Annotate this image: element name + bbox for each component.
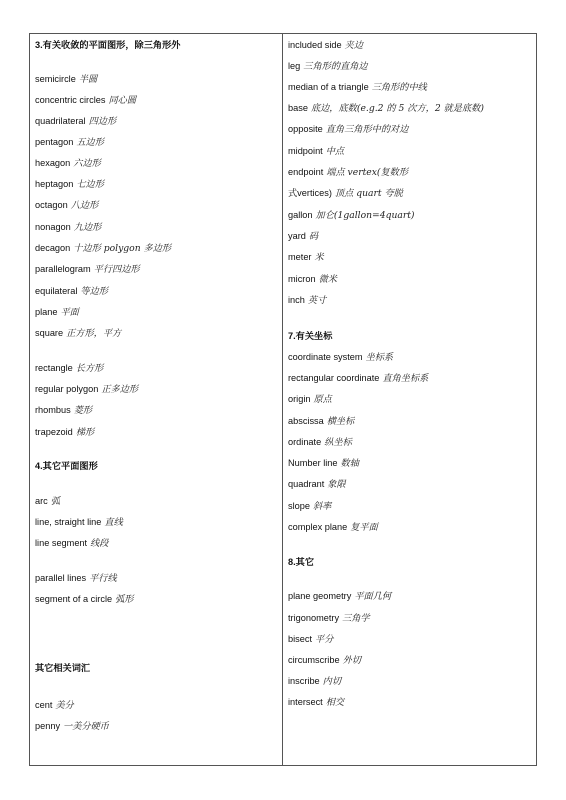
term-english: parallelogram — [35, 264, 91, 274]
term-english: 4.其它平面图形 — [35, 461, 98, 471]
term-chinese: 梯形 — [75, 427, 95, 438]
term-chinese: 平行四边形 — [93, 264, 140, 275]
term-chinese: 直线 — [104, 517, 123, 528]
term-english: included side — [288, 40, 342, 50]
term-english: quadrant — [288, 479, 325, 489]
vocab-entry — [288, 696, 344, 709]
term-english: inscribe — [288, 676, 320, 686]
term-english: octagon — [35, 200, 68, 210]
term-english: rectangle — [35, 363, 73, 373]
term-english: inch — [288, 295, 305, 305]
vocab-entry — [288, 633, 333, 646]
vocab-entry — [35, 495, 60, 508]
term-chinese: 半圆 — [78, 74, 98, 85]
term-chinese: 中点 — [325, 146, 345, 157]
vocab-entry — [35, 157, 101, 170]
section-heading — [35, 39, 180, 51]
vocab-entry — [35, 537, 108, 550]
term-english: median of a triangle — [288, 82, 369, 92]
term-chinese: 平行线 — [89, 573, 117, 584]
term-english: quadrilateral — [35, 116, 86, 126]
section-heading — [288, 556, 314, 568]
term-chinese: 正方形，平方 — [66, 328, 122, 339]
vocab-entry — [35, 572, 117, 585]
term-english: decagon — [35, 243, 71, 253]
term-english: pentagon — [35, 137, 74, 147]
vocab-entry — [288, 521, 378, 534]
term-chinese: 外切 — [342, 655, 361, 666]
term-chinese: 一美分硬币 — [63, 721, 109, 732]
term-chinese: 底边，底数(e.g.2 的 5 次方，2 就是底数) — [310, 103, 484, 114]
vocab-entry — [288, 478, 346, 491]
term-english: yard — [288, 231, 306, 241]
term-chinese: 三角形的中线 — [371, 82, 427, 93]
term-chinese: 三角形的直角边 — [303, 61, 368, 72]
term-english: parallel lines — [35, 573, 87, 583]
term-chinese: 英寸 — [307, 295, 327, 306]
vocab-entry — [288, 209, 415, 222]
vocab-entry — [288, 436, 352, 449]
term-english: gallon — [288, 210, 313, 220]
term-english: midpoint — [288, 146, 323, 156]
vocab-entry — [35, 242, 171, 255]
term-english: arc — [35, 496, 48, 506]
term-english: ordinate — [288, 437, 322, 447]
term-english: hexagon — [35, 158, 71, 168]
term-chinese: 长方形 — [75, 363, 104, 374]
term-chinese: 纵坐标 — [324, 437, 352, 448]
term-chinese: 七边形 — [76, 179, 104, 190]
term-chinese: 弧 — [50, 496, 60, 507]
term-english: regular polygon — [35, 384, 99, 394]
vocab-entry — [288, 590, 391, 603]
vocab-entry — [35, 593, 133, 606]
term-english: leg — [288, 61, 301, 71]
term-chinese: 顶点 quart 夸脱 — [334, 188, 403, 199]
term-chinese: 直角三角形中的对边 — [325, 124, 409, 135]
vocab-entry — [288, 230, 318, 243]
term-chinese: 同心圆 — [108, 95, 137, 106]
vocab-entry — [288, 145, 344, 158]
vocab-entry — [288, 166, 408, 179]
term-english: circumscribe — [288, 655, 340, 665]
vocab-entry — [35, 362, 103, 375]
vocab-entry — [288, 251, 324, 264]
term-chinese: 直角坐标系 — [382, 373, 429, 384]
term-english: rectangular coordinate — [288, 373, 380, 383]
term-chinese: 平面 — [60, 307, 79, 318]
vocab-entry — [35, 699, 74, 712]
term-chinese: 九边形 — [73, 222, 102, 233]
vocabulary-table — [29, 33, 537, 766]
term-chinese: 夹边 — [344, 40, 364, 51]
term-english: slope — [288, 501, 310, 511]
section-heading — [35, 662, 90, 674]
vocab-entry — [35, 426, 94, 439]
term-chinese: 五边形 — [76, 137, 104, 148]
term-chinese: 加仑(1gallon=4quart) — [315, 210, 415, 221]
term-english: concentric circles — [35, 95, 106, 105]
vocab-entry — [35, 115, 116, 128]
vocab-entry — [35, 94, 136, 107]
term-english: line segment — [35, 538, 88, 548]
term-english: opposite — [288, 124, 323, 134]
term-english: origin — [288, 394, 311, 404]
term-english: square — [35, 328, 64, 338]
vocab-entry — [35, 221, 101, 234]
term-english: coordinate system — [288, 352, 363, 362]
vocab-entry — [35, 383, 138, 396]
term-english: trapezoid — [35, 427, 73, 437]
term-english: equilateral — [35, 286, 78, 296]
term-chinese: 六边形 — [73, 158, 101, 169]
left-column — [30, 34, 283, 765]
vocab-entry — [288, 273, 337, 286]
term-chinese: 美分 — [55, 700, 74, 711]
vocab-entry — [288, 415, 354, 428]
term-english: micron — [288, 274, 316, 284]
vocab-entry — [288, 294, 326, 307]
vocab-entry — [288, 123, 408, 136]
term-chinese: 平面几何 — [354, 591, 392, 602]
term-english: cent — [35, 700, 53, 710]
section-heading — [35, 460, 98, 472]
term-english: trigonometry — [288, 613, 340, 623]
term-chinese: 原点 — [313, 394, 332, 405]
term-english: 其它相关词汇 — [35, 663, 91, 673]
term-chinese: 坐标系 — [365, 352, 394, 363]
term-chinese: 微米 — [318, 274, 337, 285]
term-chinese: 端点 vertex(复数形 — [326, 167, 409, 178]
term-english: base — [288, 103, 308, 113]
term-english: rhombus — [35, 405, 71, 415]
vocab-entry — [288, 102, 484, 115]
term-english: nonagon — [35, 222, 71, 232]
term-english: line, straight line — [35, 517, 102, 527]
vocab-entry — [35, 263, 140, 276]
term-english: meter — [288, 252, 312, 262]
vocab-entry — [288, 500, 331, 513]
vocab-entry — [35, 404, 92, 417]
vocab-entry — [288, 393, 332, 406]
term-chinese: 四边形 — [88, 116, 117, 127]
vocab-entry — [35, 720, 109, 733]
vocab-entry — [288, 372, 428, 385]
term-chinese: 十边形 polygon 多边形 — [73, 243, 172, 254]
vocab-entry — [288, 457, 359, 470]
term-chinese: 相交 — [325, 697, 345, 708]
term-chinese: 象限 — [327, 479, 346, 490]
term-english: 7.有关坐标 — [288, 331, 333, 341]
term-chinese: 复平面 — [350, 522, 378, 533]
term-english: penny — [35, 721, 61, 731]
term-english: abscissa — [288, 416, 324, 426]
term-chinese: 码 — [308, 231, 319, 242]
term-english: 8.其它 — [288, 557, 315, 567]
term-english: Number line — [288, 458, 338, 468]
term-chinese: 菱形 — [73, 405, 93, 416]
term-english: plane geometry — [288, 591, 352, 601]
term-chinese: 数轴 — [340, 458, 359, 469]
vocab-entry — [35, 199, 98, 212]
term-chinese: 等边形 — [80, 286, 108, 297]
vocab-entry — [35, 285, 108, 298]
term-chinese: 线段 — [90, 538, 109, 549]
vocab-entry — [35, 136, 104, 149]
term-english: complex plane — [288, 522, 348, 532]
vocab-entry — [288, 81, 427, 94]
term-chinese: 米 — [314, 252, 324, 263]
term-english: 3.有关收敛的平面图形，除三角形外 — [35, 40, 181, 50]
term-chinese: 横坐标 — [326, 416, 355, 427]
section-heading — [288, 330, 332, 342]
term-chinese: 斜率 — [312, 501, 332, 512]
vocab-entry — [288, 351, 393, 364]
term-chinese: 八边形 — [70, 200, 99, 211]
vocab-entry — [35, 73, 97, 86]
vocab-entry — [288, 612, 370, 625]
term-english: plane — [35, 307, 58, 317]
right-column — [283, 34, 536, 765]
vocab-entry — [288, 39, 363, 52]
term-english: heptagon — [35, 179, 74, 189]
term-chinese: 平分 — [315, 634, 334, 645]
term-english: 式vertices) — [288, 188, 332, 198]
term-english: semicircle — [35, 74, 76, 84]
vocab-entry — [288, 187, 403, 200]
vocab-entry — [288, 675, 341, 688]
term-chinese: 弧形 — [115, 594, 134, 605]
vocab-entry — [288, 60, 368, 73]
term-chinese: 三角学 — [342, 613, 370, 624]
term-english: intersect — [288, 697, 323, 707]
vocab-entry — [288, 654, 361, 667]
term-english: endpoint — [288, 167, 324, 177]
term-english: segment of a circle — [35, 594, 113, 604]
term-chinese: 正多边形 — [101, 384, 139, 395]
term-english: bisect — [288, 634, 313, 644]
vocab-entry — [35, 306, 79, 319]
vocab-entry — [35, 327, 121, 340]
vocab-entry — [35, 178, 104, 191]
vocab-entry — [35, 516, 123, 529]
term-chinese: 内切 — [322, 676, 342, 687]
